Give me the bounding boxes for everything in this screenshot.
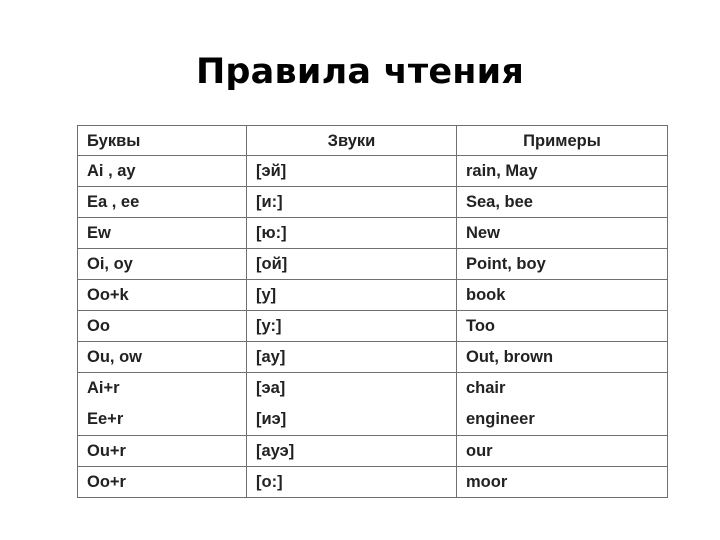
sounds-cell <box>247 373 457 436</box>
sounds-line: [эа] <box>256 379 286 397</box>
examples-cell: Out, brown <box>457 342 668 373</box>
letters-cell: Oo+k <box>78 280 247 311</box>
sounds-cell: [о:] <box>247 467 457 498</box>
letters-cell: Oo+r <box>78 467 247 498</box>
examples-cell: book <box>457 280 668 311</box>
letters-line: Ee+r <box>87 410 124 428</box>
table-row <box>78 280 668 311</box>
table-row <box>78 436 668 467</box>
reading-rules-table <box>77 125 668 498</box>
column-header-letters: Буквы <box>78 126 247 156</box>
table-row <box>78 156 668 187</box>
letters-cell: Oi, oy <box>78 249 247 280</box>
examples-cell: Sea, bee <box>457 187 668 218</box>
sounds-cell: [эй] <box>247 156 457 187</box>
letters-cell: Ou, ow <box>78 342 247 373</box>
examples-cell: rain, May <box>457 156 668 187</box>
sounds-cell: [и:] <box>247 187 457 218</box>
sounds-cell: [ю:] <box>247 218 457 249</box>
sounds-cell: [ау] <box>247 342 457 373</box>
table-row <box>78 218 668 249</box>
table-row <box>78 373 668 436</box>
examples-cell: New <box>457 218 668 249</box>
letters-line: Ai+r <box>87 379 120 397</box>
table-row <box>78 311 668 342</box>
examples-line: engineer <box>466 410 535 428</box>
letters-cell: Ou+r <box>78 436 247 467</box>
examples-cell: Too <box>457 311 668 342</box>
examples-cell: Point, boy <box>457 249 668 280</box>
sounds-cell: [у:] <box>247 311 457 342</box>
letters-cell: Ew <box>78 218 247 249</box>
sounds-cell: [у] <box>247 280 457 311</box>
letters-cell: Ai , ay <box>78 156 247 187</box>
sounds-line: [иэ] <box>256 410 287 428</box>
examples-cell <box>457 373 668 436</box>
table-row <box>78 342 668 373</box>
column-header-sounds: Звуки <box>247 126 457 156</box>
table-row <box>78 467 668 498</box>
table-row <box>78 187 668 218</box>
examples-cell: our <box>457 436 668 467</box>
letters-cell: Oo <box>78 311 247 342</box>
examples-line: chair <box>466 379 506 397</box>
sounds-cell: [ауэ] <box>247 436 457 467</box>
column-header-examples: Примеры <box>457 126 668 156</box>
examples-cell: moor <box>457 467 668 498</box>
sounds-cell: [ой] <box>247 249 457 280</box>
table-row <box>78 249 668 280</box>
letters-cell: Ea , ee <box>78 187 247 218</box>
letters-cell <box>78 373 247 436</box>
table-header-row <box>78 126 668 156</box>
page-title: Правила чтения <box>195 52 525 92</box>
